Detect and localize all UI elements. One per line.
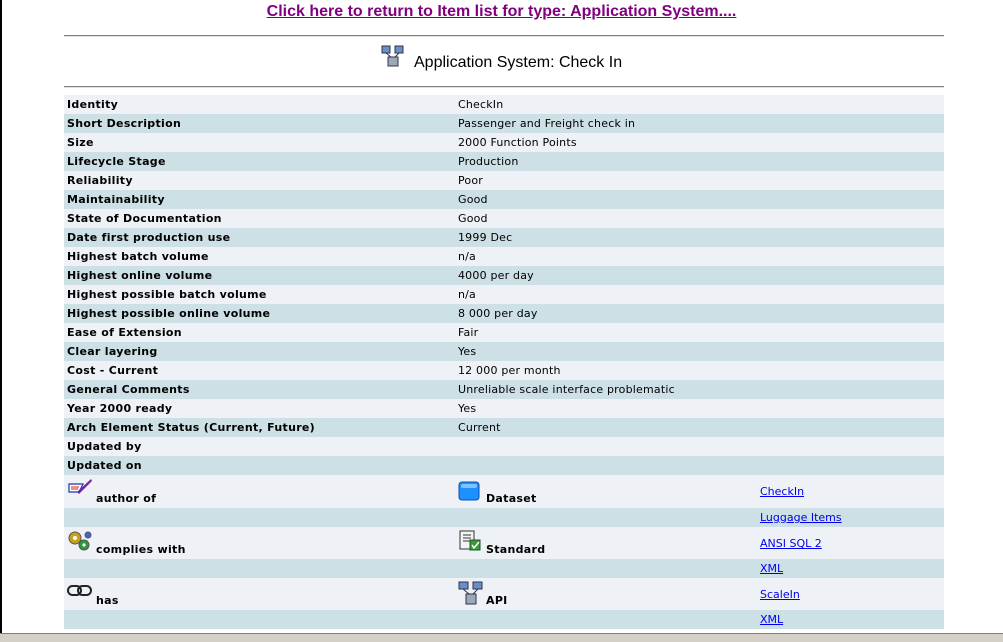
attribute-value bbox=[455, 437, 944, 456]
attribute-value: Current bbox=[457, 421, 501, 434]
attribute-row bbox=[64, 152, 944, 171]
attribute-name: Highest possible online volume bbox=[67, 307, 271, 320]
attribute-name: Maintainability bbox=[67, 193, 165, 206]
related-item-link[interactable]: XML bbox=[760, 562, 784, 575]
attribute-value bbox=[455, 456, 944, 475]
attribute-row bbox=[64, 323, 944, 342]
attribute-name: Highest batch volume bbox=[67, 250, 209, 263]
attribute-value: 4000 per day bbox=[457, 269, 534, 282]
relationships-section bbox=[64, 475, 944, 629]
attribute-name: Year 2000 ready bbox=[67, 402, 173, 415]
attribute-value: 2000 Function Points bbox=[457, 136, 577, 149]
attribute-name: Cost - Current bbox=[67, 364, 159, 377]
page-title bbox=[0, 44, 1003, 72]
attribute-row bbox=[64, 133, 944, 152]
network-api-icon bbox=[458, 581, 484, 608]
attribute-row bbox=[64, 304, 944, 323]
title-divider bbox=[64, 86, 944, 88]
attribute-name: Short Description bbox=[67, 117, 182, 130]
attribute-value: Production bbox=[457, 155, 519, 168]
attribute-value: Unreliable scale interface problematic bbox=[457, 383, 675, 396]
relationship-type: API bbox=[486, 594, 508, 607]
relationship-row-complies-with bbox=[64, 527, 944, 559]
relationship-type: Dataset bbox=[486, 492, 537, 505]
attribute-name: Updated on bbox=[67, 459, 142, 472]
attribute-value: 12 000 per month bbox=[457, 364, 561, 377]
database-icon bbox=[458, 481, 480, 504]
attribute-row bbox=[64, 285, 944, 304]
standard-document-icon bbox=[458, 530, 482, 555]
attribute-name: Highest online volume bbox=[67, 269, 213, 282]
attribute-name: Ease of Extension bbox=[67, 326, 182, 339]
attribute-value: Yes bbox=[457, 402, 477, 415]
related-item-link[interactable]: ScaleIn bbox=[760, 588, 800, 601]
application-system-icon bbox=[381, 44, 405, 72]
attribute-value: Passenger and Freight check in bbox=[457, 117, 636, 130]
attribute-value: Good bbox=[457, 193, 488, 206]
attributes-table bbox=[64, 95, 944, 475]
relationship-verb: author of bbox=[96, 492, 157, 505]
attribute-value: Fair bbox=[457, 326, 479, 339]
attribute-row bbox=[64, 361, 944, 380]
attribute-value: n/a bbox=[457, 250, 476, 263]
attribute-name: General Comments bbox=[67, 383, 190, 396]
attribute-name: Size bbox=[67, 136, 94, 149]
attribute-row bbox=[64, 95, 944, 114]
gears-icon bbox=[67, 530, 93, 555]
attribute-name: Lifecycle Stage bbox=[67, 155, 166, 168]
attribute-name: Reliability bbox=[67, 174, 133, 187]
attribute-value: Poor bbox=[457, 174, 483, 187]
attribute-value: Good bbox=[457, 212, 488, 225]
attribute-name: Arch Element Status (Current, Future) bbox=[67, 421, 316, 434]
attribute-name: Date first production use bbox=[67, 231, 231, 244]
attribute-name: State of Documentation bbox=[67, 212, 222, 225]
relationship-row-author-of-2 bbox=[64, 508, 944, 527]
window-left-border bbox=[0, 0, 2, 641]
quill-pen-icon bbox=[67, 478, 93, 501]
related-item-link[interactable]: CheckIn bbox=[760, 485, 805, 498]
attribute-row bbox=[64, 437, 944, 456]
relationship-type: Standard bbox=[486, 543, 546, 556]
attribute-value: 1999 Dec bbox=[457, 231, 513, 244]
attribute-name: Clear layering bbox=[67, 345, 158, 358]
attribute-row bbox=[64, 380, 944, 399]
chain-link-icon bbox=[67, 584, 93, 601]
relationship-row-author-of bbox=[64, 475, 944, 508]
attribute-row bbox=[64, 247, 944, 266]
attribute-row bbox=[64, 456, 944, 475]
attribute-row bbox=[64, 418, 944, 437]
attribute-name: Highest possible batch volume bbox=[67, 288, 267, 301]
attribute-row bbox=[64, 209, 944, 228]
attribute-row bbox=[64, 266, 944, 285]
attribute-row bbox=[64, 228, 944, 247]
relationship-row-has bbox=[64, 578, 944, 610]
relationship-verb: complies with bbox=[96, 543, 186, 556]
attribute-value: n/a bbox=[457, 288, 476, 301]
attribute-row bbox=[64, 171, 944, 190]
relationship-row-has-2 bbox=[64, 610, 944, 629]
relationship-verb: has bbox=[96, 594, 119, 607]
attribute-value: CheckIn bbox=[457, 98, 504, 111]
related-item-link[interactable]: XML bbox=[760, 613, 784, 626]
attribute-row bbox=[64, 399, 944, 418]
attribute-value: 8 000 per day bbox=[457, 307, 538, 320]
attribute-name: Identity bbox=[67, 98, 119, 111]
attribute-value: Yes bbox=[457, 345, 477, 358]
related-item-link[interactable]: ANSI SQL 2 bbox=[760, 537, 822, 550]
attribute-name: Updated by bbox=[67, 440, 142, 453]
attribute-row bbox=[64, 114, 944, 133]
attribute-row bbox=[64, 190, 944, 209]
top-divider bbox=[64, 35, 944, 37]
page-title-text: Application System: Check In bbox=[414, 54, 623, 71]
return-to-item-list-link[interactable]: Click here to return to Item list for type: Application System.... bbox=[266, 3, 737, 20]
relationship-row-complies-with-2 bbox=[64, 559, 944, 578]
related-item-link[interactable]: Luggage Items bbox=[760, 511, 842, 524]
attribute-row bbox=[64, 342, 944, 361]
